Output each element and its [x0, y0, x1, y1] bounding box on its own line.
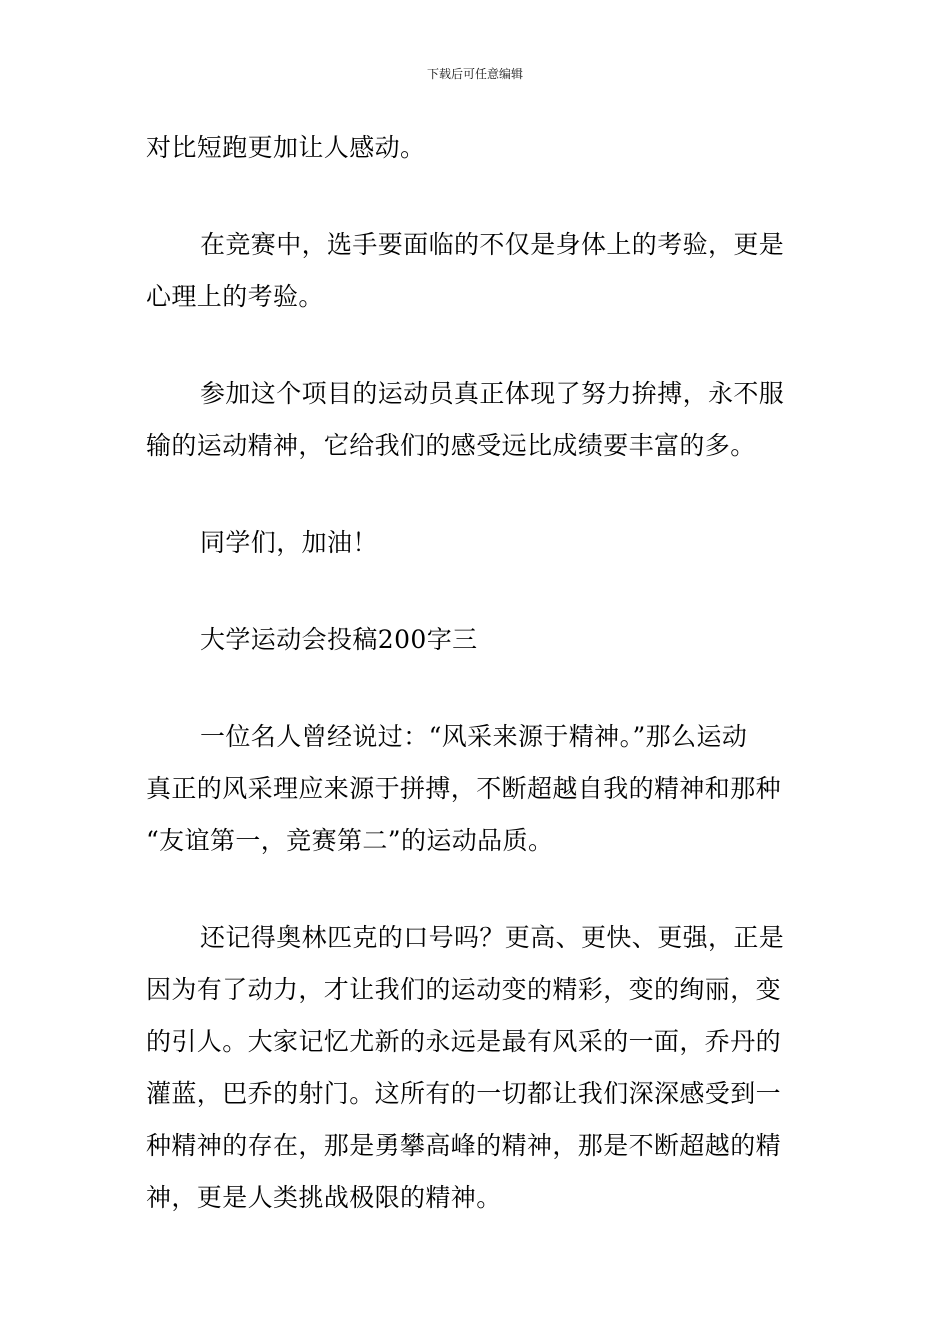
paragraph [146, 368, 810, 472]
text-line: 同学们，加油！ [200, 528, 378, 557]
paragraph [146, 517, 810, 569]
text-line: 对比短跑更加让人感动。 [146, 133, 426, 162]
section-heading [146, 614, 810, 666]
text-line: 在竞赛中，选手要面临的不仅是身体上的考验，更是 [200, 230, 785, 259]
paragraph [146, 912, 810, 1224]
text-line: 参加这个项目的运动员真正体现了努力拚搏，永不服 [200, 379, 785, 408]
text-line: 灌蓝，巴乔的射门。这所有的一切都让我们深深感受到一 [146, 1079, 782, 1108]
page-header: 下载后可任意编辑 [426, 67, 523, 81]
text-line: 还记得奥林匹克的口号吗？更高、更快、更强，正是 [200, 923, 785, 952]
paragraph [146, 219, 810, 323]
text-line: 因为有了动力，才让我们的运动变的精彩，变的绚丽，变 [146, 975, 782, 1004]
text-line: 输的运动精神，它给我们的感受远比成绩要丰富的多。 [146, 431, 756, 460]
text-line: “友谊第一，竞赛第二”的运动品质。 [146, 826, 554, 855]
text-line: 的引人。大家记忆尤新的永远是最有风采的一面，乔丹的 [146, 1027, 782, 1056]
text-line: 种精神的存在，那是勇攀高峰的精神，那是不断超越的精 [146, 1131, 782, 1160]
document-body [146, 122, 810, 1224]
text-line: 心理上的考验。 [146, 282, 324, 311]
text-line: 神，更是人类挑战极限的精神。 [146, 1183, 502, 1212]
text-line: 大学运动会投稿200字三 [200, 625, 478, 654]
text-line: 真正的风采理应来源于拼搏，不断超越自我的精神和那种 [146, 774, 782, 803]
paragraph [146, 122, 810, 174]
text-line: 一位名人曾经说过：“风采来源于精神。”那么运动 [200, 722, 748, 751]
paragraph [146, 711, 810, 867]
